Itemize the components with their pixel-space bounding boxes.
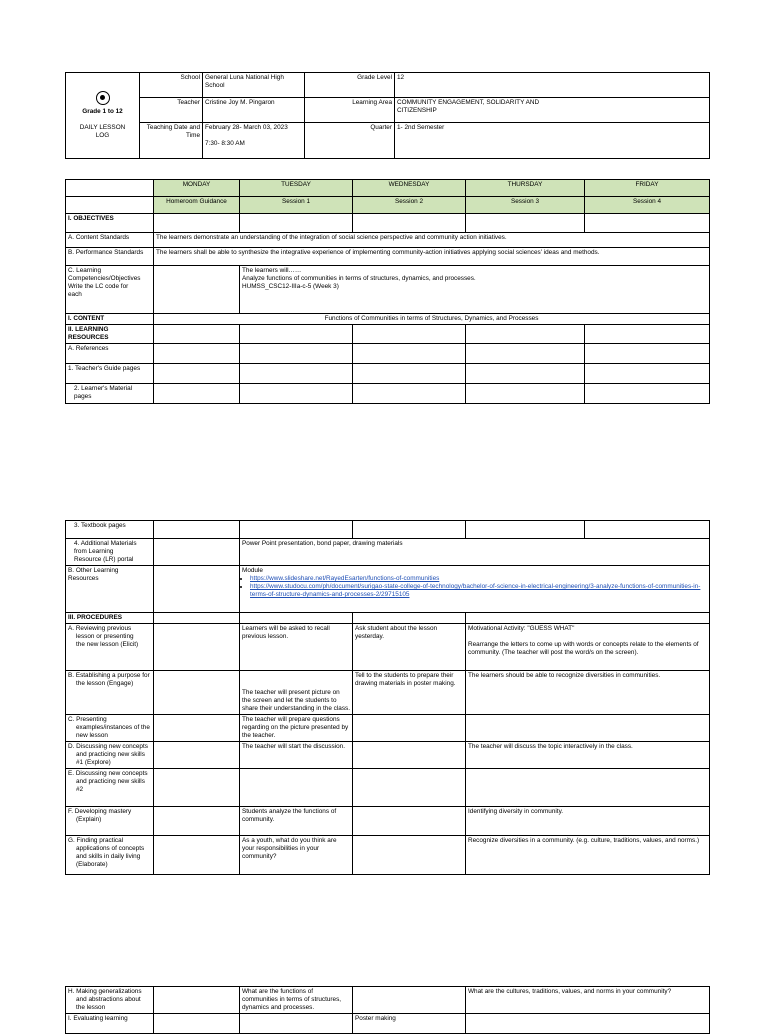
teacher-value: Cristine Joy M. Pingaron: [203, 98, 305, 123]
proc-i-wednesday: Poster making: [353, 1014, 466, 1034]
proc-f-thursday: Identifying diversity in community.: [466, 807, 710, 836]
log-title: DAILY LESSON: [79, 124, 126, 131]
proc-g-thursday: Recognize diversities in a community. (e.g. culture, traditions, values, and norms.): [466, 836, 710, 875]
quarter-value: 1- 2nd Semester: [395, 123, 710, 159]
additional-materials-value: Power Point presentation, bond paper, drawing materials: [240, 539, 710, 566]
header-table: [65, 72, 710, 159]
learning-area-label: Learning Area: [305, 98, 395, 123]
content-heading: I. CONTENT: [66, 314, 154, 325]
proc-a-thursday: Motivational Activity: "GUESS WHAT" Rearrange the letters to come up with words or concepts relate to the elements of community. (The teacher will post the word/s on the screen).: [466, 624, 710, 671]
proc-a-label: A. Reviewing previous lesson or presenting the new lesson (Elicit): [66, 624, 154, 671]
session-thursday: Session 3: [466, 197, 585, 214]
blank-session: [66, 197, 154, 214]
teacher-guide-label: 1. Teacher's Guide pages: [66, 364, 154, 384]
procedures-heading: III. PROCEDURES: [66, 613, 154, 624]
session-monday: Homeroom Guidance: [154, 197, 240, 214]
school-value: General Luna National High School: [203, 73, 305, 98]
deped-logo-cell: [66, 73, 140, 159]
proc-b-label: B. Establishing a purpose for the lesson (Engage): [66, 671, 154, 715]
lesson-table-page-3: [65, 986, 710, 1034]
additional-materials-label: 4. Additional Materials from Learning Resource (LR) portal: [66, 539, 154, 566]
references-label: A. References: [66, 344, 154, 364]
day-monday: MONDAY: [154, 180, 240, 197]
school-label: School: [140, 73, 203, 98]
day-thursday: THURSDAY: [466, 180, 585, 197]
proc-h-tuesday: What are the functions of communities in terms of structures, dynamics and processes.: [240, 987, 353, 1014]
other-resources-label: B. Other Learning Resources: [66, 566, 154, 613]
proc-f-tuesday: Students analyze the functions of community.: [240, 807, 353, 836]
performance-standards-label: B. Performance Standards: [66, 248, 154, 266]
session-wednesday: Session 2: [353, 197, 466, 214]
proc-i-label: I. Evaluating learning: [66, 1014, 154, 1034]
other-resources-value: Module • https://www.slideshare.net/RayedEsarten/functions-of-communities • https://www.studocu.com/ph/document/surigao-state-college-of-technology/bachelor-of-science-in-electrical-engineering/3-analyze-functions-of-communities-in-terms-of-structure-dynamics-and-processes-2/29715105: [240, 566, 710, 613]
proc-c-tuesday: The teacher will prepare questions regarding on the picture presented by the teacher.: [240, 715, 353, 742]
proc-f-label: F. Developing mastery (Explain): [66, 807, 154, 836]
proc-g-label: G. Finding practical applications of concepts and skills in daily living (Elaborate): [66, 836, 154, 875]
lesson-table-page-2: [65, 520, 710, 875]
proc-c-label: C. Presenting examples/instances of the new lesson: [66, 715, 154, 742]
proc-b-tuesday: The teacher will present picture on the screen and let the students to share their understanding in the class.: [240, 671, 353, 715]
day-tuesday: TUESDAY: [240, 180, 353, 197]
proc-a-wednesday: Ask student about the lesson yesterday.: [353, 624, 466, 671]
competencies-label: C. Learning Competencies/Objectives Write the LC code for each: [66, 266, 154, 314]
objectives-heading: I. OBJECTIVES: [66, 214, 154, 233]
teacher-label: Teacher: [140, 98, 203, 123]
learner-material-label: 2. Learner's Material pages: [66, 384, 154, 404]
content-standards-label: A. Content Standards: [66, 233, 154, 248]
grade-level-label: Grade Level: [305, 73, 395, 98]
session-tuesday: Session 1: [240, 197, 353, 214]
grade-level-value: 12: [395, 73, 710, 98]
content-value: Functions of Communities in terms of Structures, Dynamics, and Processes: [154, 314, 710, 325]
proc-d-label: D. Discussing new concepts and practicing new skills #1 (Explore): [66, 742, 154, 769]
resources-heading: II. LEARNING RESOURCES: [66, 325, 154, 344]
date-label: Teaching Date and Time: [140, 123, 203, 159]
performance-standards-value: The learners shall be able to synthesize the integrative experience of implementing community-action initiatives applying social sciences' ideas and methods.: [154, 248, 710, 266]
date-value: February 28- March 03, 2023 7:30- 8:30 AM: [203, 123, 305, 159]
proc-b-thursday: The learners should be able to recognize diversities in communities.: [466, 671, 710, 715]
resource-link-studocu[interactable]: https://www.studocu.com/ph/document/surigao-state-college-of-technology/bachelor-of-science-in-electrical-engineering/3-analyze-functions-of-communities-in-terms-of-structure-dynamics-and-processes-2/29715105: [250, 583, 701, 598]
proc-a-tuesday: Learners will be asked to recall previous lesson.: [240, 624, 353, 671]
proc-g-tuesday: As a youth, what do you think are your responsibilities in your community?: [240, 836, 353, 875]
resource-link-slideshare[interactable]: https://www.slideshare.net/RayedEsarten/functions-of-communities: [250, 575, 440, 582]
proc-d-tuesday: The teacher will start the discussion.: [240, 742, 353, 769]
textbook-label: 3. Textbook pages: [66, 521, 154, 539]
session-friday: Session 4: [585, 197, 710, 214]
day-wednesday: WEDNESDAY: [353, 180, 466, 197]
grade-range: Grade 1 to 12: [82, 108, 123, 115]
deped-seal-icon: [96, 91, 110, 105]
learning-area-value: COMMUNITY ENGAGEMENT, SOLIDARITY AND CITIZENSHIP: [395, 98, 710, 123]
proc-d-thursday: The teacher will discuss the topic interactively in the class.: [466, 742, 710, 769]
proc-h-label: H. Making generalizations and abstractions about the lesson: [66, 987, 154, 1014]
proc-b-wednesday: Tell to the students to prepare their drawing materials in poster making.: [353, 671, 466, 715]
quarter-label: Quarter: [305, 123, 395, 159]
day-friday: FRIDAY: [585, 180, 710, 197]
blank-corner: [66, 180, 154, 197]
proc-h-thursday: What are the cultures, traditions, values, and norms in your community?: [466, 987, 710, 1014]
content-standards-value: The learners demonstrate an understanding of the integration of social science perspective and community action initiatives.: [154, 233, 710, 248]
competencies-value: The learners will…… Analyze functions of communities in terms of structures, dynamics, and processes. HUMSS_CSC12-IIIa-c-5 (Week 3): [240, 266, 710, 314]
log-title-2: LOG: [95, 132, 110, 139]
proc-e-label: E. Discussing new concepts and practicing new skills #2: [66, 769, 154, 807]
lesson-table-page-1: [65, 179, 710, 404]
